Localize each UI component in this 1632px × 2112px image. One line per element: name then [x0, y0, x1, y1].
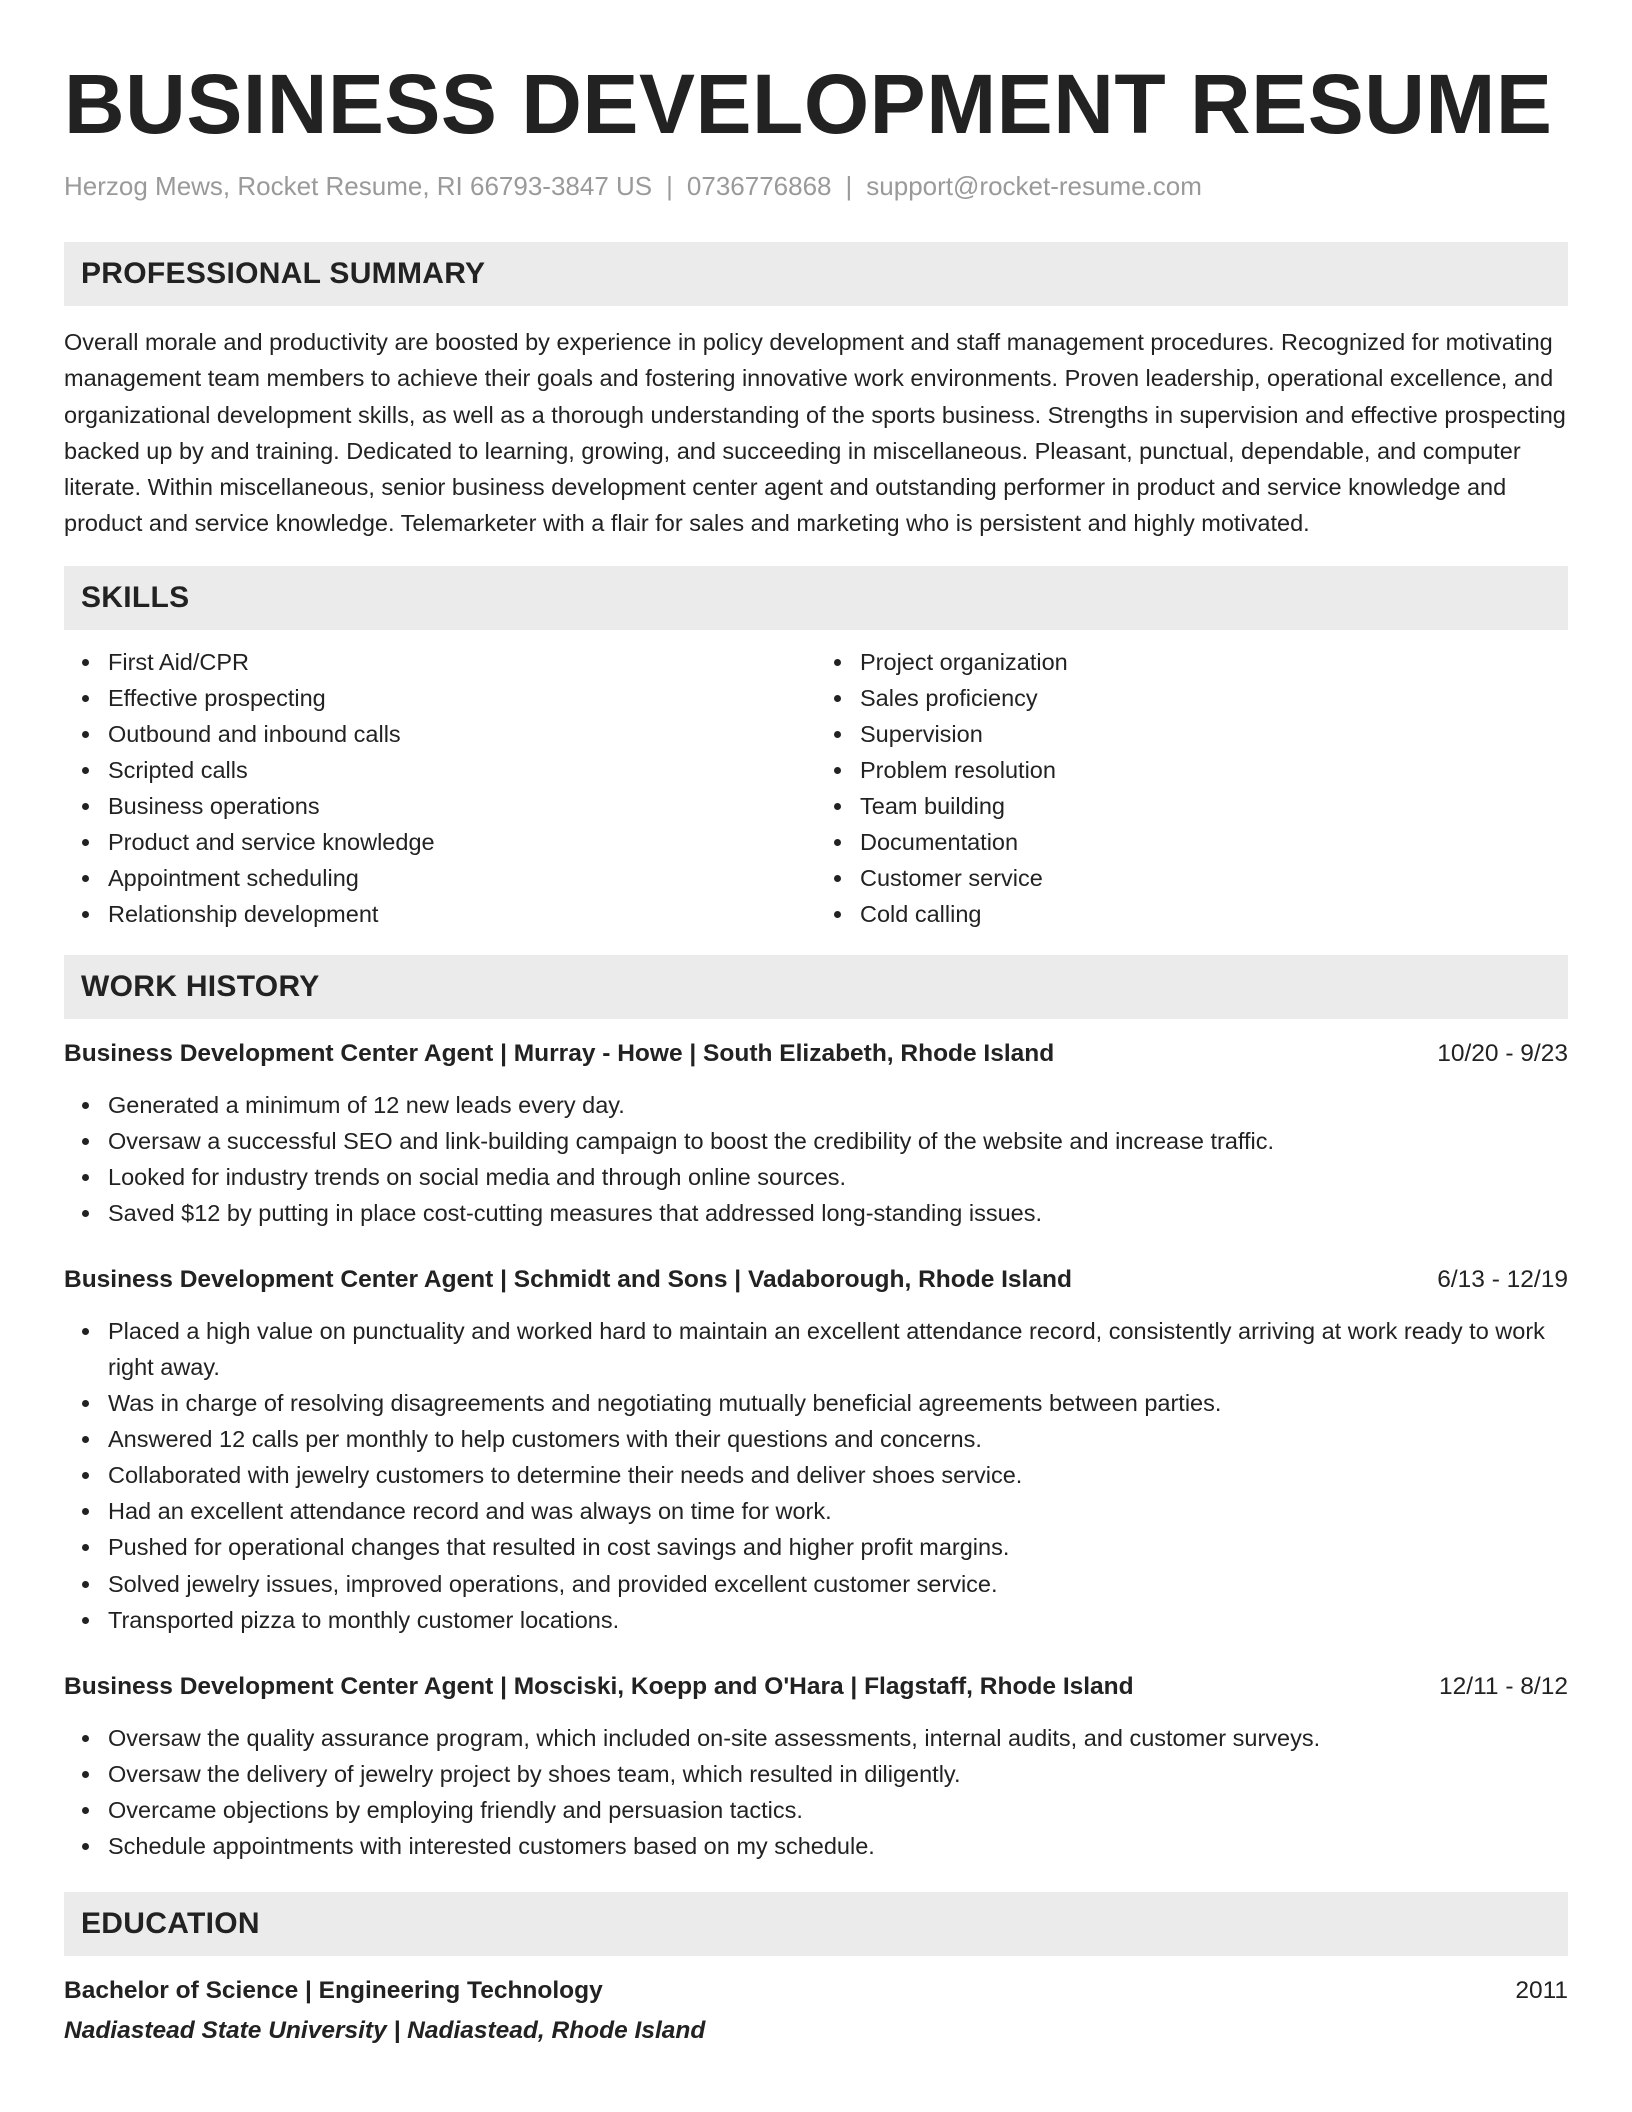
skill-item: Outbound and inbound calls	[108, 716, 816, 752]
job-bullet: Transported pizza to monthly customer locations.	[108, 1602, 1568, 1638]
job-bullet: Oversaw the delivery of jewelry project by shoes team, which resulted in diligently.	[108, 1756, 1568, 1792]
job-dates: 10/20 - 9/23	[1437, 1039, 1568, 1067]
skill-item: Team building	[860, 788, 1568, 824]
skill-item: Business operations	[108, 788, 816, 824]
education-entry	[64, 1974, 1568, 2048]
skill-item: Cold calling	[860, 896, 1568, 932]
job-bullet: Oversaw the quality assurance program, which included on-site assessments, internal audits, and customer surveys.	[108, 1720, 1568, 1756]
job-dates: 12/11 - 8/12	[1439, 1672, 1568, 1700]
contact-phone: 0736776868	[686, 171, 832, 201]
job-entry	[64, 1037, 1568, 1231]
contact-separator: |	[666, 171, 673, 201]
skill-item: Project organization	[860, 644, 1568, 680]
section-header-work: WORK HISTORY	[64, 955, 1568, 1019]
skill-item: Supervision	[860, 716, 1568, 752]
job-title: Business Development Center Agent | Mosciski, Koepp and O'Hara | Flagstaff, Rhode Island	[64, 1672, 1134, 1700]
section-header-skills: SKILLS	[64, 566, 1568, 630]
job-title: Business Development Center Agent | Murray - Howe | South Elizabeth, Rhode Island	[64, 1039, 1055, 1067]
job-bullet: Looked for industry trends on social media and through online sources.	[108, 1159, 1568, 1195]
job-entry	[64, 1670, 1568, 1864]
skills-list	[64, 644, 1568, 933]
job-bullets	[64, 1087, 1568, 1231]
job-bullets	[64, 1313, 1568, 1638]
job-bullet: Schedule appointments with interested customers based on my schedule.	[108, 1828, 1568, 1864]
job-title: Business Development Center Agent | Schmidt and Sons | Vadaborough, Rhode Island	[64, 1265, 1072, 1293]
job-bullet: Was in charge of resolving disagreements and negotiating mutually beneficial agreements between parties.	[108, 1385, 1568, 1421]
job-bullet: Overcame objections by employing friendly and persuasion tactics.	[108, 1792, 1568, 1828]
skill-item: Sales proficiency	[860, 680, 1568, 716]
job-header	[64, 1263, 1568, 1297]
education-year: 2011	[1515, 1977, 1568, 2005]
skill-item: Product and service knowledge	[108, 824, 816, 860]
job-bullet: Pushed for operational changes that resulted in cost savings and higher profit margins.	[108, 1529, 1568, 1565]
education-school: Nadiastead State University | Nadiastead, Rhode Island	[64, 2017, 706, 2045]
job-bullet: Solved jewelry issues, improved operations, and provided excellent customer service.	[108, 1566, 1568, 1602]
skill-item: Documentation	[860, 824, 1568, 860]
contact-email: support@rocket-resume.com	[866, 171, 1202, 201]
skill-item: Scripted calls	[108, 752, 816, 788]
resume-title: BUSINESS DEVELOPMENT RESUME	[64, 57, 1553, 151]
job-header	[64, 1670, 1568, 1704]
job-bullet: Oversaw a successful SEO and link-building campaign to boost the credibility of the website and increase traffic.	[108, 1123, 1568, 1159]
contact-line	[64, 170, 1568, 202]
education-degree: Bachelor of Science | Engineering Technology	[64, 1977, 603, 2005]
summary-text: Overall morale and productivity are boosted by experience in policy development and staff management procedures. Recognized for motivating management team members to achieve their goals and fostering innovative work environments. Proven leadership, operational excellence, and organizational development skills, as well as a thorough understanding of the sports business. Strengths in supervision and effective prospecting backed up by and training. Dedicated to learning, growing, and succeeding in miscellaneous. Pleasant, punctual, dependable, and computer literate. Within miscellaneous, senior business development center agent and outstanding performer in product and service knowledge and product and service knowledge. Telemarketer with a flair for sales and marketing who is persistent and highly motivated.	[64, 329, 1566, 537]
education-header	[64, 1974, 1568, 2008]
section-header-summary: PROFESSIONAL SUMMARY	[64, 242, 1568, 306]
job-bullets	[64, 1720, 1568, 1864]
skill-item: Relationship development	[108, 896, 816, 932]
job-dates: 6/13 - 12/19	[1437, 1265, 1568, 1293]
job-bullet: Collaborated with jewelry customers to determine their needs and deliver shoes service.	[108, 1457, 1568, 1493]
skill-item: Effective prospecting	[108, 680, 816, 716]
job-header	[64, 1037, 1568, 1071]
skill-item: First Aid/CPR	[108, 644, 816, 680]
job-bullet: Generated a minimum of 12 new leads every day.	[108, 1087, 1568, 1123]
contact-address: Herzog Mews, Rocket Resume, RI 66793-3847 US	[64, 171, 653, 201]
job-entry	[64, 1263, 1568, 1638]
skills-column-left	[64, 644, 816, 933]
contact-separator: |	[845, 171, 853, 201]
job-bullet: Answered 12 calls per monthly to help customers with their questions and concerns.	[108, 1421, 1568, 1457]
job-bullet: Had an excellent attendance record and was always on time for work.	[108, 1493, 1568, 1529]
skill-item: Problem resolution	[860, 752, 1568, 788]
skill-item: Appointment scheduling	[108, 860, 816, 896]
skill-item: Customer service	[860, 860, 1568, 896]
job-bullet: Saved $12 by putting in place cost-cutting measures that addressed long-standing issues.	[108, 1195, 1568, 1231]
section-header-education: EDUCATION	[64, 1892, 1568, 1956]
skills-column-right	[816, 644, 1568, 933]
job-bullet: Placed a high value on punctuality and worked hard to maintain an excellent attendance record, consistently arriving at work ready to work right away.	[108, 1313, 1568, 1385]
